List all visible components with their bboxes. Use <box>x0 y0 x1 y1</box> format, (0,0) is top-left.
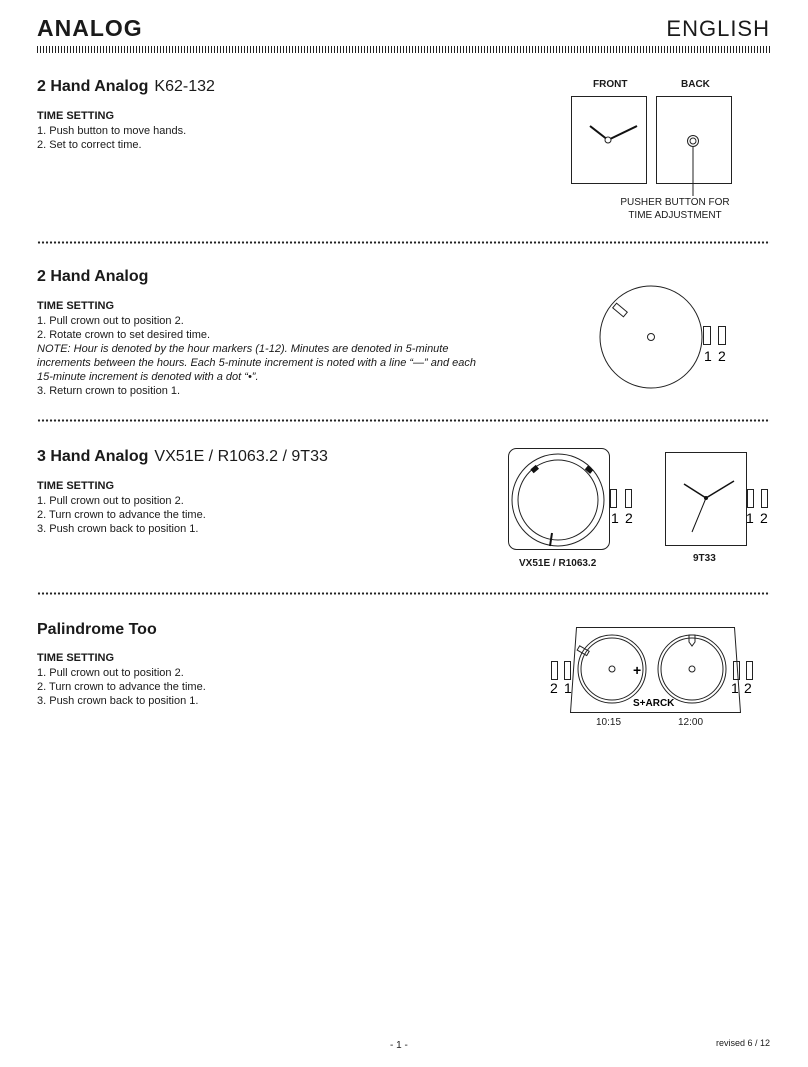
right-marker <box>689 635 695 646</box>
section-3-subtitle: TIME SETTING <box>37 480 114 492</box>
pos-1-label: 1 <box>704 348 712 364</box>
step: 1. Pull crown out to position 2. <box>37 315 184 327</box>
page-number: - 1 - <box>390 1040 408 1051</box>
back-label: BACK <box>681 79 710 90</box>
brand-title: ANALOG <box>37 15 143 41</box>
section-2-title: 2 Hand Analog <box>37 268 149 285</box>
right-center <box>689 666 695 672</box>
pos-1-label: 1 <box>746 510 754 526</box>
section-4-title: Palindrome Too <box>37 621 157 638</box>
revision-label: revised 6 / 12 <box>715 1038 770 1048</box>
front-label: FRONT <box>593 79 628 90</box>
plus-icon: + <box>633 662 642 678</box>
section-3-title-text: 3 Hand Analog <box>37 448 149 465</box>
step: 2. Turn crown to advance the time. <box>37 681 206 693</box>
left-time-label: 10:15 <box>596 717 622 728</box>
step: 3. Return crown to position 1. <box>37 385 181 397</box>
9t33-caption: 9T33 <box>693 553 716 564</box>
step: 2. Turn crown to advance the time. <box>37 509 206 521</box>
step: 3. Push crown back to position 1. <box>37 523 199 535</box>
step: 3. Push crown back to position 1. <box>37 695 199 707</box>
pos-1-label: 1 <box>611 510 619 526</box>
left-pos-1-label: 1 <box>564 680 572 696</box>
right-pos-2-label: 2 <box>744 680 752 696</box>
section-1-subtitle: TIME SETTING <box>37 110 114 122</box>
left-center <box>609 666 615 672</box>
right-time-label: 12:00 <box>678 717 704 728</box>
left-crown-position-1 <box>565 662 571 680</box>
step: 1. Pull crown out to position 2. <box>37 495 184 507</box>
right-crown-position-1 <box>734 662 740 680</box>
section-2-subtitle: TIME SETTING <box>37 300 114 312</box>
right-dial-inner <box>661 638 723 700</box>
step: 2. Set to correct time. <box>37 139 142 151</box>
right-crown-position-2 <box>747 662 753 680</box>
right-pos-1-label: 1 <box>731 680 739 696</box>
pos-2-label: 2 <box>718 348 726 364</box>
left-crown-position-2 <box>552 662 558 680</box>
note-line: 15-minute increment is denoted with a dot “•”. <box>37 371 259 383</box>
section-1-title-text: 2 Hand Analog <box>37 78 149 95</box>
step: 1. Pull crown out to position 2. <box>37 667 184 679</box>
callout-line-1: PUSHER BUTTON FOR <box>620 197 730 208</box>
pos-2-label: 2 <box>760 510 768 526</box>
pos-2-label: 2 <box>625 510 633 526</box>
callout-line-2: TIME ADJUSTMENT <box>628 210 722 221</box>
vx51e-caption: VX51E / R1063.2 <box>519 558 597 569</box>
section-3-model: VX51E / R1063.2 / 9T33 <box>154 448 328 465</box>
section-4-subtitle: TIME SETTING <box>37 652 114 664</box>
section-1-model: K62-132 <box>154 78 215 95</box>
language-label: ENGLISH <box>666 16 770 41</box>
step: 2. Rotate crown to set desired time. <box>37 329 211 341</box>
left-pos-2-label: 2 <box>550 680 558 696</box>
step: 1. Push button to move hands. <box>37 125 187 137</box>
note-line: increments between the hours. Each 5-minute increment is noted with a line “—” and each <box>37 357 477 369</box>
note-line: NOTE: Hour is denoted by the hour markers (1-12). Minutes are denoted in 5-minute <box>37 343 449 355</box>
starck-logo: S+ARCK <box>633 698 675 709</box>
